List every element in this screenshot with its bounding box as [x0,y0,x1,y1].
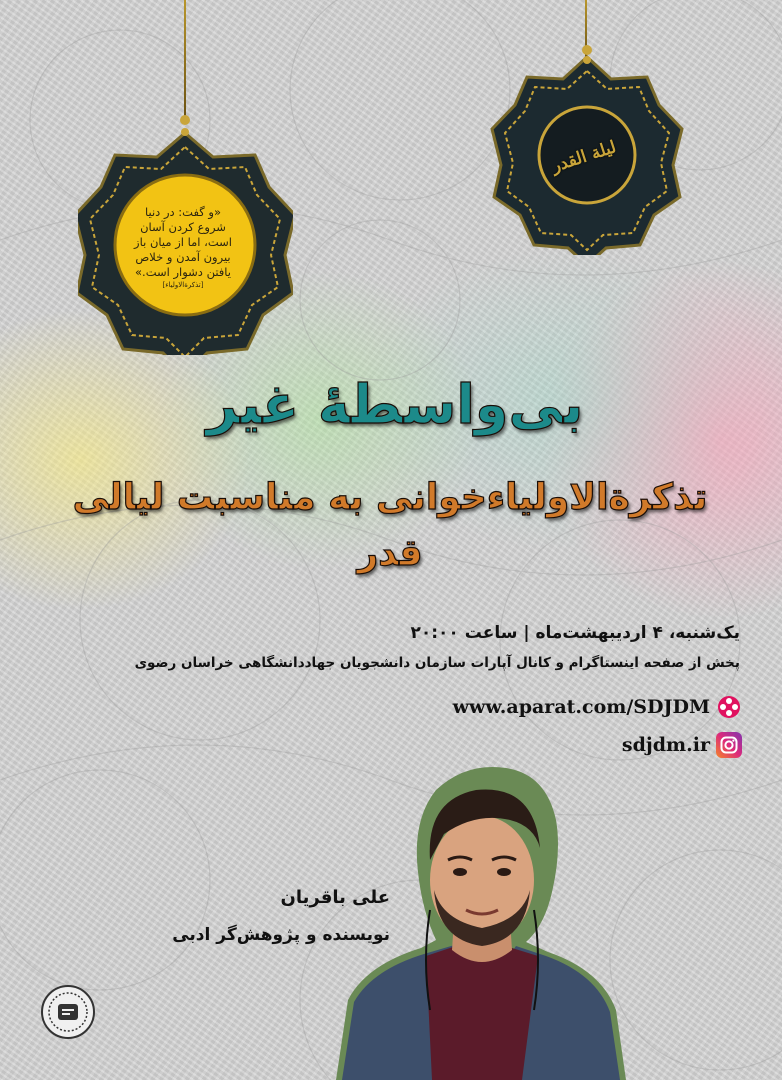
laylat-al-qadr-calligraphy: لیلة القدر [549,137,619,177]
aparat-link[interactable]: www.aparat.com/SDJDM [452,696,710,718]
instagram-link[interactable]: sdjdm.ir [621,734,710,756]
jahad-logo-icon [40,984,96,1040]
quote-line: شروع کردن آسان [140,220,226,234]
quote-source: [تذکرةالاولیاء] [162,281,204,289]
aparat-link-row[interactable] [453,694,742,720]
aparat-icon [716,694,742,720]
quote-line: «و گفت: در دنیا [145,205,221,219]
left-hanging-chain [184,0,186,118]
broadcast-info: پخش از صفحه اینستاگرام و کانال آپارات سازمان دانشجویان جهاددانشگاهی خراسان رضوی [134,655,740,671]
quote-line: است، اما از میان باز [134,235,232,249]
quote-text [117,205,249,295]
instagram-icon [716,732,742,758]
quote-line: بیرون آمدن و خلاص [135,250,231,264]
speaker-portrait [326,760,632,1080]
instagram-link-row[interactable] [622,732,742,758]
poster-subtitle: تذکرةالاولیاءخوانی به مناسبت لیالی قدر [72,477,708,574]
speaker-name: علی باقریان [280,887,390,908]
event-date-time: یک‌شنبه، ۴ اردیبهشت‌ماه | ساعت ۲۰:۰۰ [410,623,740,643]
speaker-role: نویسنده و پژوهش‌گر ادبی [172,925,390,945]
poster-title: بی‌واسطهٔ غیر [206,373,584,436]
quote-line: یافتن دشوار است.» [135,265,231,279]
